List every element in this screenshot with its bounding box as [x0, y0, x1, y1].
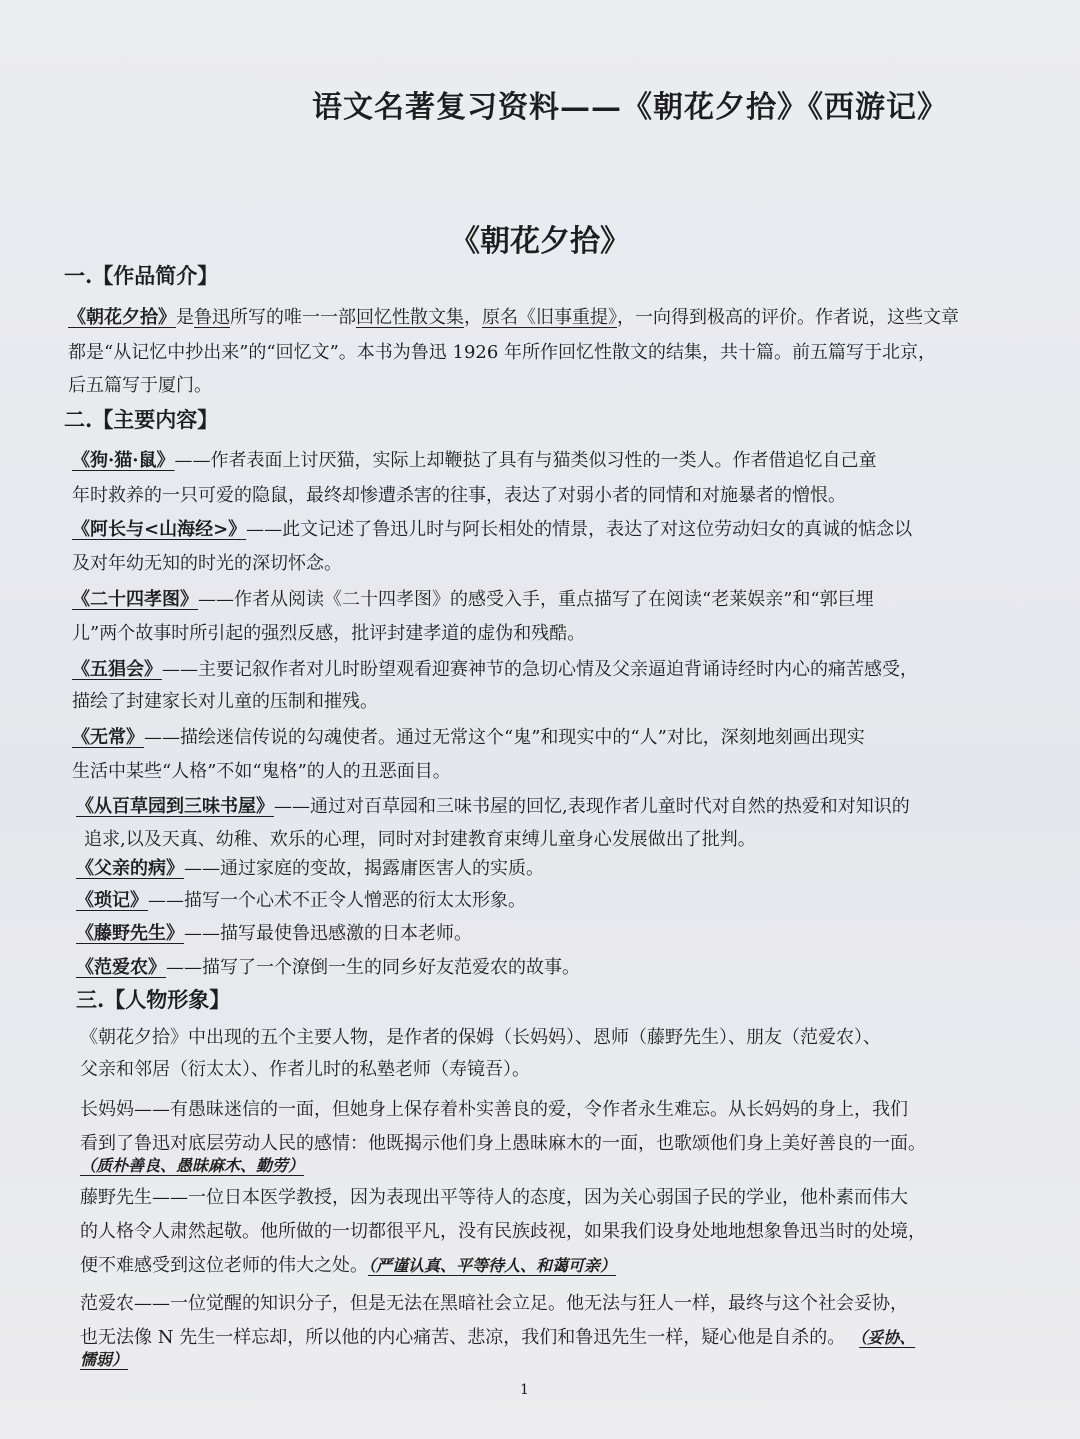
content-item-8-line-1 [76, 889, 526, 913]
character-fanainong-line-1: 范爱农——一位觉醒的知识分子，但是无法在黑暗社会立足。他无法与狂人一样，最终与这个社会妥协， [80, 1293, 908, 1314]
character-changmama-note: （质朴善良、愚昧麻木、勤劳） [80, 1156, 305, 1175]
content-item-title: 《阿长与<山海经>》 [72, 519, 247, 540]
content-item-9-line-1 [76, 922, 472, 946]
content-item-text: ——通过对百草园和三味书屋的回忆,表现作者儿童时代对自然的热爱和对知识的 [274, 796, 910, 817]
character-changmama-line-1: 长妈妈——有愚昧迷信的一面，但她身上保存着朴实善良的爱，令作者永生难忘。从长妈妈的身上，我们 [80, 1099, 908, 1120]
content-item-title: 《无常》 [72, 727, 144, 748]
section-heading-characters: 三.【人物形象】 [76, 987, 231, 1012]
content-item-title: 《藤野先生》 [76, 923, 184, 944]
character-fujino-line-2: 的人格令人肃然起敬。他所做的一切都很平凡，没有民族歧视，如果我们设身处地地想象鲁迅当时的处境， [80, 1221, 926, 1242]
intro-text-2: 所写的唯一一部 [230, 307, 356, 328]
content-item-10-line-1 [76, 956, 580, 980]
intro-author: 鲁迅 [194, 307, 230, 328]
intro-line-2: 都是“从记忆中抄出来”的“回忆文”。本书为鲁迅 1926 年所作回忆性散文的结集，共十篇。前五篇写于北京， [68, 342, 937, 363]
character-changmama-line-2: 看到了鲁迅对底层劳动人民的感情：他既揭示他们身上愚昧麻木的一面，也歌颂他们身上美好善良的一面。 [80, 1133, 926, 1154]
character-fanainong-note-b: 懦弱） [80, 1350, 129, 1369]
content-item-1-line-2: 年时救养的一只可爱的隐鼠，最终却惨遭杀害的往事，表达了对弱小者的同情和对施暴者的憎恨。 [72, 485, 846, 506]
content-item-text: ——主要记叙作者对儿时盼望观看迎赛神节的急切心情及父亲逼迫背诵诗经时内心的痛苦感受， [162, 659, 918, 680]
content-item-title: 《五猖会》 [72, 659, 162, 680]
content-item-2-line-1 [72, 518, 912, 542]
content-item-6-line-1 [76, 795, 910, 819]
content-item-title: 《狗·猫·鼠》 [72, 450, 175, 471]
intro-text-4: ，一向得到极高的评价。作者说，这些文章 [617, 307, 959, 328]
character-fanainong-text: 也无法像 N 先生一样忘却，所以他的内心痛苦、悲凉，我们和鲁迅先生一样，疑心他是自杀的。 [80, 1327, 846, 1348]
character-fanainong-note-a: （妥协、 [859, 1328, 916, 1347]
content-item-5-line-1 [72, 726, 865, 750]
content-item-5-line-2: 生活中某些“人格”不如“鬼格”的人的丑恶面目。 [72, 761, 451, 782]
content-item-2-line-2: 及对年幼无知的时光的深切怀念。 [72, 553, 342, 574]
content-item-text: ——此文记述了鲁迅儿时与阿长相处的情景，表达了对这位劳动妇女的真诚的惦念以 [246, 519, 913, 540]
intro-text-3: ， [464, 307, 482, 328]
content-item-6-line-2: 追求,以及天真、幼稚、欢乐的心理，同时对封建教育束缚儿童身心发展做出了批判。 [84, 829, 756, 850]
characters-intro-line-2: 父亲和邻居（衍太太）、作者儿时的私塾老师（寿镜吾）。 [80, 1059, 530, 1080]
content-item-1-line-1 [72, 449, 877, 473]
character-fujino-line-1: 藤野先生——一位日本医学教授，因为表现出平等待人的态度，因为关心弱国子民的学业，他朴素而伟大 [80, 1187, 908, 1208]
character-fanainong-line-2 [80, 1326, 915, 1350]
intro-line-3: 后五篇写于厦门。 [68, 375, 212, 396]
intro-text-1: 是 [176, 307, 194, 328]
character-fujino-text: 便不难感受到这位老师的伟大之处。 [80, 1255, 368, 1276]
character-fujino-line-3 [80, 1254, 616, 1278]
intro-line-1 [68, 306, 959, 330]
content-item-text: ——描绘迷信传说的勾魂使者。通过无常这个“鬼”和现实中的“人”对比，深刻地刻画出现实 [144, 727, 865, 748]
content-item-text: ——描写了一个潦倒一生的同乡好友范爱农的故事。 [166, 957, 580, 978]
content-item-title: 《琐记》 [76, 890, 148, 911]
section-heading-content: 二.【主要内容】 [64, 407, 219, 432]
character-fujino-note: （严谨认真、平等待人、和蔼可亲） [368, 1256, 617, 1275]
content-item-text: ——通过家庭的变故，揭露庸医害人的实质。 [184, 858, 544, 879]
characters-intro-line-1: 《朝花夕拾》中出现的五个主要人物，是作者的保姆（长妈妈）、恩师（藤野先生）、朋友（范爱农）、 [80, 1027, 881, 1048]
content-item-text: ——描写一个心术不正令人憎恶的衍太太形象。 [148, 890, 526, 911]
content-item-3-line-1 [72, 588, 874, 612]
section-book-title: 《朝花夕拾》 [450, 224, 630, 259]
content-item-text: ——描写最使鲁迅感激的日本老师。 [184, 923, 472, 944]
content-item-text: ——作者表面上讨厌猫，实际上却鞭挞了具有与猫类似习性的一类人。作者借追忆自己童 [174, 450, 877, 471]
content-item-3-line-2: 儿”两个故事时所引起的强烈反感，批评封建孝道的虚伪和残酷。 [72, 623, 586, 644]
intro-original-name: 原名《旧事重提》 [482, 307, 617, 328]
intro-genre: 回忆性散文集 [356, 307, 464, 328]
content-item-title: 《范爱农》 [76, 957, 166, 978]
content-item-title: 《从百草园到三味书屋》 [76, 796, 274, 817]
content-item-4-line-2: 描绘了封建家长对儿童的压制和摧残。 [72, 691, 378, 712]
document-title: 语文名著复习资料——《朝花夕拾》《西游记》 [312, 90, 948, 125]
intro-book-name: 《朝花夕拾》 [68, 307, 176, 328]
content-item-title: 《二十四孝图》 [72, 589, 198, 610]
content-item-title: 《父亲的病》 [76, 858, 184, 879]
page-number: 1 [520, 1382, 529, 1398]
content-item-text: ——作者从阅读《二十四孝图》的感受入手，重点描写了在阅读“老莱娱亲”和“郭巨埋 [198, 589, 874, 610]
content-item-7-line-1 [76, 857, 544, 881]
section-heading-intro: 一.【作品简介】 [64, 263, 219, 288]
content-item-4-line-1 [72, 658, 918, 682]
